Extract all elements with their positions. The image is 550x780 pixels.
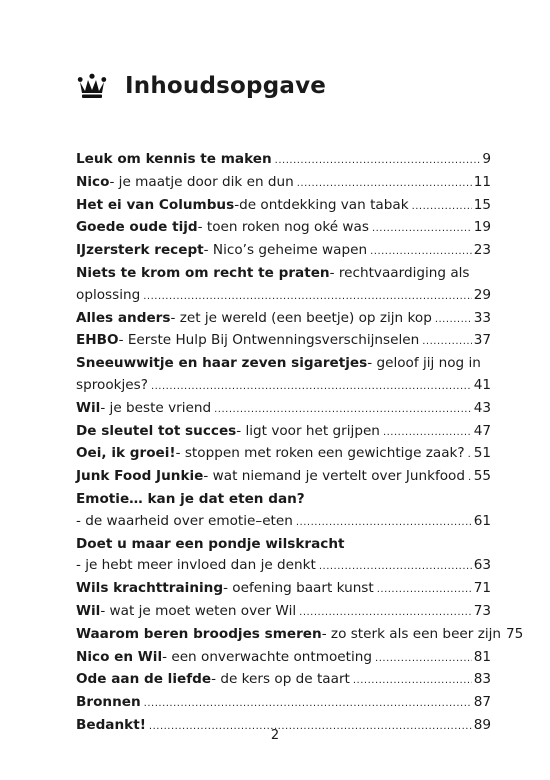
toc-entry [76,308,491,331]
toc-line [76,398,491,421]
toc-entry [76,398,491,421]
toc-line [76,375,491,398]
toc-entry-title: EHBO [76,332,119,349]
toc-page-number: 41 [473,376,491,393]
toc-entry-subtitle: -de ontdekking van tabak [234,196,409,213]
toc-line [76,421,491,444]
crown-icon [77,73,107,99]
toc-entry-title: IJzersterk recept [76,242,204,259]
toc-entry [76,489,491,534]
toc-leader-dots [412,196,472,218]
toc-entry-subtitle: - geloof jij nog in [367,355,481,372]
toc-entry-subtitle: - toen roken nog oké was [197,219,369,236]
toc-entry-title: Bedankt! [76,716,146,733]
toc-entry [76,421,491,444]
toc-line [76,240,491,263]
toc-leader-dots [422,331,471,353]
toc-leader-dots [299,602,472,624]
toc-page-number: 33 [473,309,491,326]
toc-leader-dots [370,241,472,263]
toc-entry-subtitle: - oefening baart kunst [223,580,374,597]
toc-line [76,578,491,601]
toc-entry [76,353,491,398]
toc-entry-title: Junk Food Junkie [76,468,204,485]
toc-page-number: 83 [473,671,491,688]
toc-leader-dots [377,579,472,601]
toc-page-number: 89 [473,716,491,733]
toc-entry-continuation: - de waarheid over emotie–eten [76,512,293,529]
toc-page-number: 81 [473,648,491,665]
toc-page-number: 63 [473,557,491,574]
toc-leader-dots [144,693,472,715]
toc-leader-dots [383,422,472,444]
toc-entry-title: Nico [76,173,110,190]
toc-entry [76,578,491,601]
toc-line [76,647,491,670]
toc-line [76,149,491,172]
toc-line [76,353,491,375]
toc-entry-title: Emotie… kan je dat eten dan? [76,490,305,507]
toc-entry-title: Wil [76,602,101,619]
toc-line [76,330,491,353]
toc-entry-subtitle: - wat je moet weten over Wil [100,602,297,619]
toc-heading [77,73,326,99]
toc-page-number: 87 [473,694,491,711]
toc-entry-title: Niets te krom om recht te praten [76,264,330,281]
toc-line [76,217,491,240]
toc-entry-subtitle: - stoppen met roken een gewichtige zaak? [175,445,465,462]
toc-line [76,669,491,692]
toc-entry-title: Nico en Wil [76,648,163,665]
toc-entry [76,692,491,715]
toc-line [76,692,491,715]
toc-entry-subtitle: - je maatje door dik en dun [109,173,294,190]
toc-line [76,308,491,331]
toc-leader-dots [296,512,472,534]
toc-entry [76,330,491,353]
toc-page-number: 15 [473,196,491,213]
toc-page-number: 37 [473,332,491,349]
table-of-contents [76,149,524,738]
toc-entry [76,443,491,466]
toc-entry [76,647,491,670]
toc-entry-subtitle: - Eerste Hulp Bij Ontwenningsverschijnselen [118,332,420,349]
toc-leader-dots [275,150,481,172]
toc-entry [76,195,491,218]
toc-entry [76,669,491,692]
toc-page-number: 23 [473,242,491,259]
toc-leader-dots [143,286,471,308]
toc-entry-title: Leuk om kennis te maken [76,151,272,167]
toc-line [76,624,524,647]
toc-leader-dots [372,218,472,240]
toc-entry [76,149,491,172]
toc-page-number: 43 [473,399,491,416]
toc-leader-dots [353,670,472,692]
toc-entry-title: Alles anders [76,309,171,326]
toc-entry-title: Het ei van Columbus [76,196,235,213]
toc-entry-title: Waarom beren broodjes smeren [76,625,322,642]
toc-page-number: 71 [473,580,491,597]
toc-leader-dots [214,399,472,421]
toc-entry-subtitle: - een onverwachte ontmoeting [162,648,373,665]
toc-leader-dots [375,648,472,670]
toc-line [76,511,491,534]
toc-entry [76,240,491,263]
toc-page-number: 55 [473,468,491,485]
toc-line [76,263,491,285]
toc-leader-dots [435,309,472,331]
toc-entry-title: Sneeuwwitje en haar zeven sigaretjes [76,355,368,372]
toc-entry-subtitle: - de kers op de taart [211,671,350,688]
toc-entry [76,624,524,647]
toc-page-number: 9 [482,151,491,167]
toc-entry-subtitle: - rechtvaardiging als [329,264,470,281]
toc-line [76,285,491,308]
toc-entry-subtitle: - je beste vriend [100,399,212,416]
toc-line [76,443,491,466]
toc-entry-title: De sleutel tot succes [76,422,237,439]
toc-line [76,601,491,624]
toc-leader-dots [151,376,472,398]
toc-line [76,489,491,511]
toc-page-number: 61 [473,512,491,529]
toc-page-number: 11 [473,173,491,190]
toc-leader-dots [468,467,472,489]
toc-entry-title: Ode aan de liefde [76,671,212,688]
toc-page-number: 47 [473,422,491,439]
toc-entry-title: Wils krachttraining [76,580,224,597]
toc-entry [76,601,491,624]
page-number: 2 [270,728,280,743]
toc-page-number: 19 [473,219,491,236]
toc-entry-title: Wil [76,399,101,416]
toc-entry-subtitle: - Nico’s geheime wapen [203,242,368,259]
toc-entry [76,466,491,489]
toc-leader-dots [297,173,472,195]
toc-entry-subtitle: - zo sterk als een beer zijn [321,625,502,642]
toc-line [76,555,491,578]
toc-line [76,466,491,489]
toc-entry [76,172,491,195]
toc-entry-subtitle: - zet je wereld (een beetje) op zijn kop [170,309,432,326]
toc-entry-title: Oei, ik groei! [76,445,176,462]
toc-line [76,172,491,195]
toc-leader-dots [319,556,472,578]
toc-entry-title: Bronnen [76,694,141,711]
toc-page-number: 29 [473,286,491,303]
toc-line [76,195,491,218]
page-title: Inhoudsopgave [125,73,327,99]
toc-entry [76,217,491,240]
toc-entry-title: Doet u maar een pondje wilskracht [76,535,345,552]
toc-entry-subtitle: - wat niemand je vertelt over Junkfood [203,468,465,485]
toc-entry-continuation: oplossing [76,286,141,303]
toc-entry-continuation: sprookjes? [76,376,148,393]
toc-page-number: 51 [473,445,491,462]
toc-entry [76,263,491,308]
toc-line [76,534,491,556]
toc-page-number: 73 [473,602,491,619]
toc-entry-continuation: - je hebt meer invloed dan je denkt [76,557,316,574]
toc-entry-subtitle: - ligt voor het grijpen [236,422,380,439]
toc-entry-title: Goede oude tijd [76,219,198,236]
toc-page-number: 75 [506,625,524,642]
toc-leader-dots [468,444,472,466]
toc-entry [76,534,491,579]
